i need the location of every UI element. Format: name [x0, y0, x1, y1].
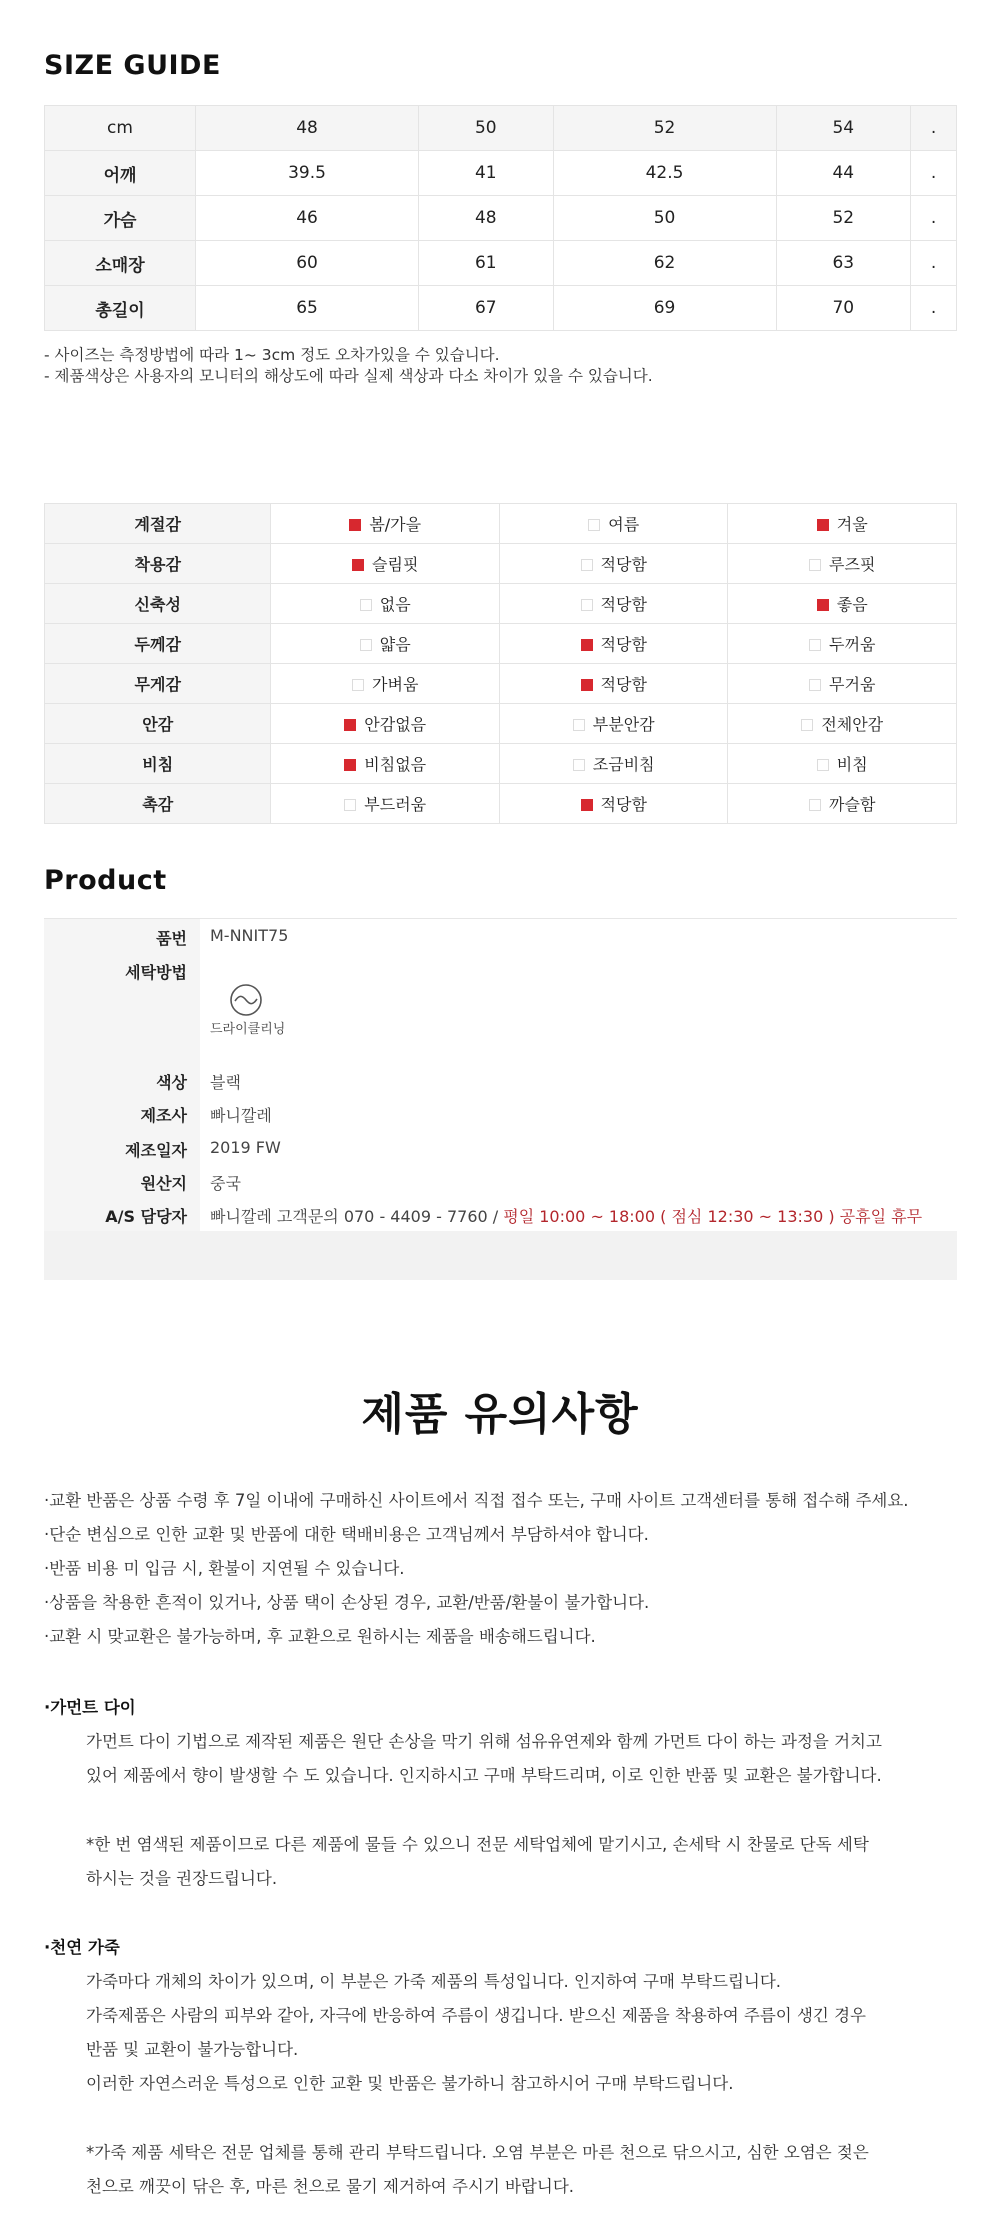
attribute-option: [499, 544, 728, 584]
attribute-option: [728, 504, 957, 544]
attribute-option: [271, 664, 500, 704]
attribute-option-label: 무거움: [829, 675, 876, 694]
product-maker: 빠니깔레: [210, 1106, 272, 1125]
unchecked-box-icon: [573, 759, 585, 771]
garment-line: 하시는 것을 권장드립니다.: [86, 1869, 278, 1888]
table-row: [45, 784, 957, 824]
size-cell: 70: [776, 286, 911, 331]
garment-line: 가먼트 다이 기법으로 제작된 제품은 원단 손상을 막기 위해 섬유유연제와 함께 가먼트 다이 하는 과정을 거치고: [86, 1732, 882, 1751]
attribute-option: [271, 544, 500, 584]
checked-box-icon: [344, 719, 356, 731]
as-contact-text: 빠니깔레 고객문의 070 - 4409 - 7760 /: [210, 1207, 504, 1226]
checked-box-icon: [581, 639, 593, 651]
product-label: A/S 담당자: [105, 1207, 187, 1226]
product-label: 세탁방법: [125, 963, 187, 982]
attribute-option-label: 겨울: [836, 515, 868, 534]
product-info: [44, 918, 957, 1280]
product-origin: 중국: [210, 1174, 241, 1193]
product-row-as: [44, 1200, 957, 1230]
table-row: [45, 151, 957, 196]
attribute-label: 착용감: [45, 544, 271, 584]
size-header-cell: 54: [776, 106, 911, 151]
product-color: 블랙: [210, 1073, 241, 1092]
attribute-option-label: 가벼움: [372, 675, 419, 694]
size-cell: .: [911, 196, 957, 241]
attribute-option-label: 얇음: [379, 635, 411, 654]
product-date: 2019 FW: [210, 1138, 281, 1157]
size-cell: 69: [553, 286, 776, 331]
product-row-code: [44, 922, 957, 952]
table-row: [45, 544, 957, 584]
table-row: [45, 504, 957, 544]
attribute-option-label: 안감없음: [364, 715, 427, 734]
leather-line: 가죽제품은 사람의 피부와 같아, 자극에 반응하여 주름이 생깁니다. 받으신 제품을 착용하여 주름이 생긴 경우: [86, 2006, 866, 2025]
attribute-option-label: 전체안감: [821, 715, 884, 734]
attribute-option-label: 부드러움: [364, 795, 427, 814]
checked-box-icon: [344, 759, 356, 771]
attribute-option-label: 적당함: [600, 795, 647, 814]
attribute-option: [499, 664, 728, 704]
attribute-option-label: 적당함: [600, 555, 647, 574]
attribute-option: [271, 504, 500, 544]
attribute-option-label: 루즈핏: [829, 555, 876, 574]
unchecked-box-icon: [809, 799, 821, 811]
product-code: M-NNIT75: [210, 926, 289, 945]
unchecked-box-icon: [344, 799, 356, 811]
as-hours: 평일 10:00 ~ 18:00 ( 점심 12:30 ~ 13:30 ) 공휴일 휴무: [503, 1207, 923, 1226]
attribute-option: [728, 704, 957, 744]
notice-bullet: ·교환 반품은 상품 수령 후 7일 이내에 구매하신 사이트에서 직접 접수 또는, 구매 사이트 고객센터를 통해 접수해 주세요.: [44, 1491, 909, 1510]
product-row-wash: [44, 956, 957, 986]
product-label: 원산지: [140, 1174, 187, 1193]
attribute-option-label: 좋음: [836, 595, 868, 614]
attribute-option-label: 없음: [379, 595, 411, 614]
notice-bullet: ·반품 비용 미 입금 시, 환불이 지연될 수 있습니다.: [44, 1559, 405, 1578]
attribute-option: [499, 744, 728, 784]
attribute-option: [499, 624, 728, 664]
attribute-option: [728, 584, 957, 624]
unchecked-box-icon: [360, 599, 372, 611]
product-row-date: [44, 1134, 957, 1164]
notice-bullets: [44, 1487, 909, 1657]
attribute-option: [728, 664, 957, 704]
attribute-option: [499, 784, 728, 824]
attribute-option: [728, 784, 957, 824]
attribute-label: 안감: [45, 704, 271, 744]
attribute-option-label: 슬림핏: [372, 555, 419, 574]
attribute-option-label: 까슬함: [829, 795, 876, 814]
size-cell: 62: [553, 241, 776, 286]
attribute-option-label: 비침없음: [364, 755, 427, 774]
product-label: 제조일자: [125, 1141, 187, 1160]
size-notes: [44, 345, 653, 387]
attribute-label: 계절감: [45, 504, 271, 544]
notice-bullet: ·단순 변심으로 인한 교환 및 반품에 대한 택배비용은 고객님께서 부담하셔야 합니다.: [44, 1525, 649, 1544]
attribute-label: 무게감: [45, 664, 271, 704]
checked-box-icon: [817, 599, 829, 611]
size-note: - 사이즈는 측정방법에 따라 1~ 3cm 정도 오차가있을 수 있습니다.: [44, 346, 500, 364]
product-row-color: [44, 1066, 957, 1096]
size-guide-title: SIZE GUIDE: [44, 50, 221, 81]
size-cell: 63: [776, 241, 911, 286]
garment-dye-title: ·가먼트 다이: [44, 1698, 136, 1717]
table-row: [45, 744, 957, 784]
table-row: [45, 584, 957, 624]
attribute-table: [44, 503, 957, 824]
checked-box-icon: [581, 679, 593, 691]
size-cell: 42.5: [553, 151, 776, 196]
attribute-option-label: 적당함: [600, 635, 647, 654]
unchecked-box-icon: [809, 559, 821, 571]
attribute-option: [271, 784, 500, 824]
attribute-option: [499, 584, 728, 624]
garment-line: 있어 제품에서 향이 발생할 수 도 있습니다. 인지하시고 구매 부탁드리며, 이로 인한 반품 및 교환은 불가합니다.: [86, 1766, 882, 1785]
unchecked-box-icon: [588, 519, 600, 531]
size-cell: 61: [419, 241, 554, 286]
size-cell: .: [911, 241, 957, 286]
size-cell: 60: [196, 241, 419, 286]
size-note: - 제품색상은 사용자의 모니터의 해상도에 따라 실제 색상과 다소 차이가 있을 수 있습니다.: [44, 367, 653, 385]
size-row-label: 가슴: [45, 196, 196, 241]
size-cell: 48: [419, 196, 554, 241]
unchecked-box-icon: [352, 679, 364, 691]
notice-bullet: ·상품을 착용한 흔적이 있거나, 상품 택이 손상된 경우, 교환/반품/환불이 불가합니다.: [44, 1593, 650, 1612]
attribute-option: [499, 704, 728, 744]
dry-clean-icon: [228, 982, 264, 1018]
attribute-option: [271, 704, 500, 744]
table-row: [45, 286, 957, 331]
checked-box-icon: [817, 519, 829, 531]
attribute-option: [728, 544, 957, 584]
size-header-cell: 52: [553, 106, 776, 151]
size-cell: 67: [419, 286, 554, 331]
attribute-option-label: 적당함: [600, 675, 647, 694]
table-row: [45, 624, 957, 664]
attribute-option: [499, 504, 728, 544]
as-contact: [210, 1204, 922, 1227]
notice-title: 제품 유의사항: [361, 1389, 639, 1440]
wash-text: 드라이클리닝: [210, 1022, 286, 1037]
checked-box-icon: [581, 799, 593, 811]
leather-line: 반품 및 교환이 불가능합니다.: [86, 2040, 299, 2059]
attribute-option-label: 적당함: [600, 595, 647, 614]
size-cell: 50: [553, 196, 776, 241]
attribute-option-label: 여름: [608, 515, 640, 534]
unchecked-box-icon: [809, 679, 821, 691]
leather-title: ·천연 가죽: [44, 1938, 120, 1957]
size-row-label: 총길이: [45, 286, 196, 331]
product-row-origin: [44, 1167, 957, 1197]
leather-line: 가죽마다 개체의 차이가 있으며, 이 부분은 가죽 제품의 특성입니다. 인지하여 구매 부탁드립니다.: [86, 1972, 782, 1991]
checked-box-icon: [352, 559, 364, 571]
size-cell: 46: [196, 196, 419, 241]
size-header-cell: cm: [45, 106, 196, 151]
attribute-label: 신축성: [45, 584, 271, 624]
table-row: [45, 664, 957, 704]
size-row-label: 어깨: [45, 151, 196, 196]
size-table: [44, 105, 957, 331]
product-row-maker: [44, 1099, 957, 1129]
size-cell: 39.5: [196, 151, 419, 196]
attribute-option-label: 봄/가을: [369, 515, 422, 534]
unchecked-box-icon: [581, 559, 593, 571]
checked-box-icon: [349, 519, 361, 531]
unchecked-box-icon: [360, 639, 372, 651]
notice-bullet: ·교환 시 맞교환은 불가능하며, 후 교환으로 원하시는 제품을 배송해드립니다.: [44, 1627, 596, 1646]
attribute-option-label: 비침: [836, 755, 868, 774]
size-header-cell: 48: [196, 106, 419, 151]
table-row: [45, 196, 957, 241]
garment-line: *한 번 염색된 제품이므로 다른 제품에 물들 수 있으니 전문 세탁업체에 맡기시고, 손세탁 시 찬물로 단독 세탁: [86, 1835, 869, 1854]
size-cell: 44: [776, 151, 911, 196]
product-label: 품번: [156, 929, 187, 948]
product-footer-bar: [44, 1231, 957, 1280]
size-cell: .: [911, 286, 957, 331]
table-row: [45, 704, 957, 744]
size-row-label: 소매장: [45, 241, 196, 286]
size-cell: 65: [196, 286, 419, 331]
size-cell: .: [911, 151, 957, 196]
size-header-cell: .: [911, 106, 957, 151]
leather-line: 이러한 자연스러운 특성으로 인한 교환 및 반품은 불가하니 참고하시어 구매 부탁드립니다.: [86, 2074, 734, 2093]
product-label: 제조사: [140, 1106, 187, 1125]
attribute-option-label: 조금비침: [592, 755, 655, 774]
leather-line: 천으로 깨끗이 닦은 후, 마른 천으로 물기 제거하여 주시기 바랍니다.: [86, 2177, 575, 2196]
unchecked-box-icon: [801, 719, 813, 731]
unchecked-box-icon: [817, 759, 829, 771]
unchecked-box-icon: [581, 599, 593, 611]
product-label: 색상: [156, 1073, 187, 1092]
leather-line: *가죽 제품 세탁은 전문 업체를 통해 관리 부탁드립니다. 오염 부분은 마른 천으로 닦으시고, 심한 오염은 젖은: [86, 2143, 869, 2162]
product-title: Product: [44, 865, 167, 896]
attribute-label: 비침: [45, 744, 271, 784]
attribute-label: 촉감: [45, 784, 271, 824]
attribute-option: [271, 584, 500, 624]
attribute-option-label: 부분안감: [592, 715, 655, 734]
attribute-option-label: 두꺼움: [829, 635, 876, 654]
size-cell: 52: [776, 196, 911, 241]
unchecked-box-icon: [573, 719, 585, 731]
size-header-cell: 50: [419, 106, 554, 151]
attribute-option: [271, 744, 500, 784]
attribute-option: [271, 624, 500, 664]
attribute-option: [728, 624, 957, 664]
attribute-label: 두께감: [45, 624, 271, 664]
size-table-header: [45, 106, 957, 151]
attribute-option: [728, 744, 957, 784]
table-row: [45, 241, 957, 286]
size-cell: 41: [419, 151, 554, 196]
unchecked-box-icon: [809, 639, 821, 651]
